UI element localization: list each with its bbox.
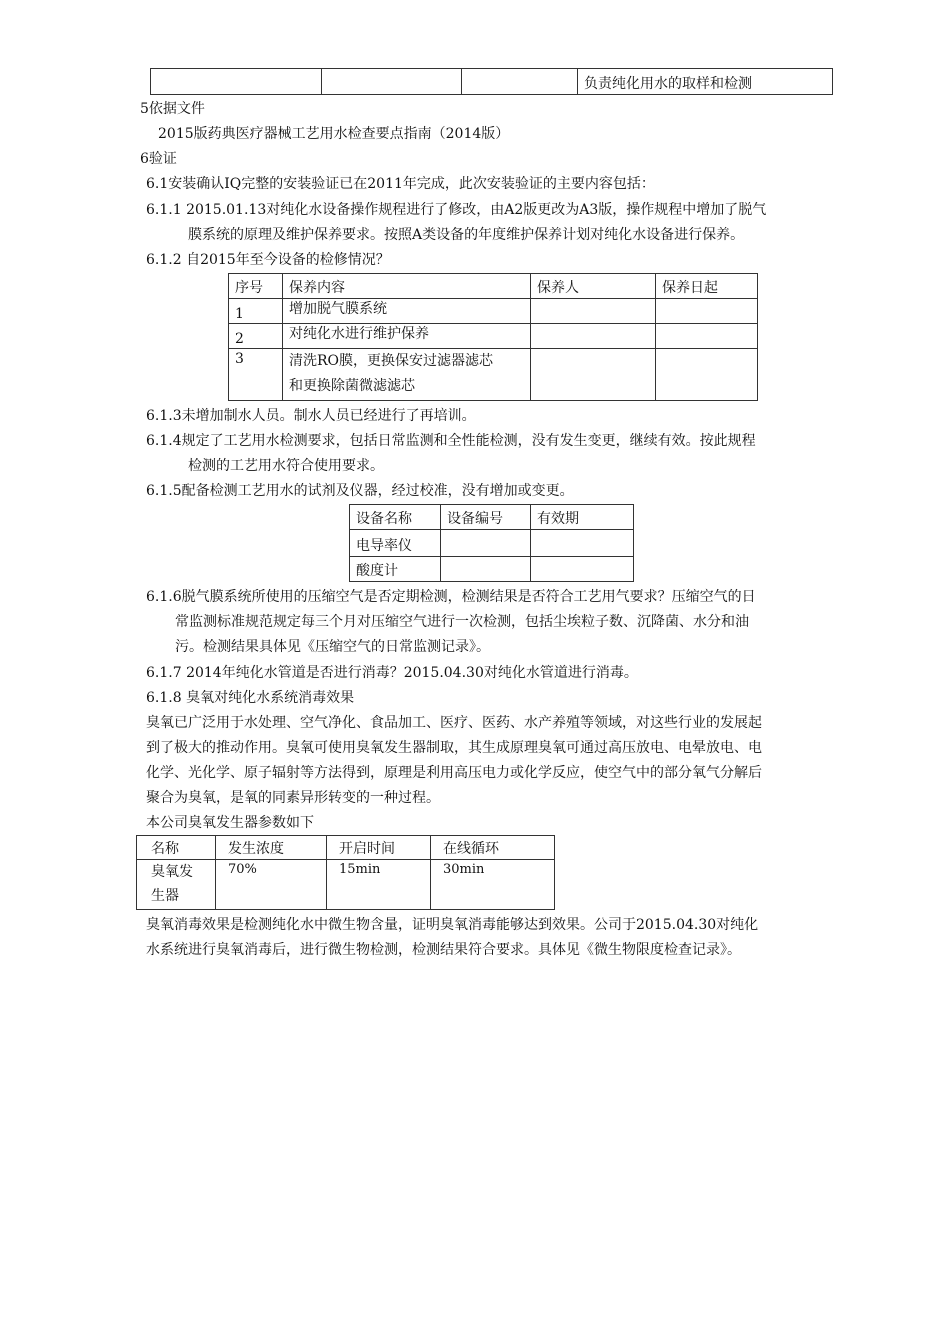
table-cell: [151, 69, 322, 95]
cell-line: 臭氧发: [151, 864, 193, 880]
para-6-1-1-line1: 6.1.1 2015.01.13对纯化水设备操作规程进行了修改，由A2版更改为A3版，操作规程中增加了脱气: [146, 202, 767, 218]
table-cell: 负责纯化用水的取样和检测: [578, 69, 833, 95]
responsibility-table: [150, 68, 833, 95]
final-para-line2: 水系统进行臭氧消毒后，进行微生物检测，检测结果符合要求。具体见《微生物限度检查记录》。: [146, 942, 741, 958]
header-cell: 设备编号: [441, 505, 531, 530]
para-6-1-3: 6.1.3未增加制水人员。制水人员已经进行了再培训。: [146, 408, 476, 424]
table-cell: 30min: [431, 860, 555, 910]
table-cell: [531, 530, 634, 557]
para-6-1-6-line3: 污。检测结果具体见《压缩空气的日常监测记录》。: [175, 639, 490, 655]
header-cell: 发生浓度: [216, 836, 327, 860]
table-cell: 15min: [327, 860, 431, 910]
table-cell: [656, 324, 758, 349]
header-cell: 开启时间: [327, 836, 431, 860]
table-cell: [531, 349, 656, 401]
table-cell: 电导率仪: [350, 530, 441, 557]
para-6-1-5: 6.1.5配备检测工艺用水的试剂及仪器，经过校准，没有增加或变更。: [146, 483, 574, 499]
para-6-1-4-line2: 检测的工艺用水符合使用要求。: [188, 458, 384, 474]
table-cell: [283, 349, 531, 401]
table-cell: 增加脱气膜系统: [283, 299, 531, 324]
section-5-title: 5依据文件: [140, 101, 205, 117]
table-cell: 3: [229, 349, 283, 401]
table-cell: [462, 69, 578, 95]
para-6-1-4-line1: 6.1.4规定了工艺用水检测要求，包括日常监测和全性能检测，没有发生变更，继续有效。按此规程: [146, 433, 756, 449]
table-cell: [531, 557, 634, 582]
para-6-1-8: 6.1.8 臭氧对纯化水系统消毒效果: [146, 690, 355, 706]
header-cell: 有效期: [531, 505, 634, 530]
header-cell: 保养内容: [283, 274, 531, 299]
ozone-para-line2: 到了极大的推动作用。臭氧可使用臭氧发生器制取，其生成原理臭氧可通过高压放电、电晕放电、电: [146, 740, 762, 756]
header-cell: 保养人: [531, 274, 656, 299]
header-cell: 名称: [137, 836, 216, 860]
cell-line: 清洗RO膜，更换保安过滤器滤芯: [289, 353, 494, 369]
final-para-line1: 臭氧消毒效果是检测纯化水中微生物含量，证明臭氧消毒能够达到效果。公司于2015.04.30对纯化: [146, 917, 759, 933]
table-cell: 1: [229, 299, 283, 324]
ozone-para-line3: 化学、光化学、原子辐射等方法得到，原理是利用高压电力或化学反应，使空气中的部分氧气分解后: [146, 765, 762, 781]
table-cell: [656, 299, 758, 324]
ozone-para-line1: 臭氧已广泛用于水处理、空气净化、食品加工、医疗、医药、水产养殖等领域，对这些行业的发展起: [146, 715, 762, 731]
equipment-table: [349, 504, 634, 582]
table-cell: 2: [229, 324, 283, 349]
para-6-1-7: 6.1.7 2014年纯化水管道是否进行消毒？2015.04.30对纯化水管道进行消毒。: [146, 665, 638, 681]
table-cell: [441, 557, 531, 582]
table-cell: 对纯化水进行维护保养: [283, 324, 531, 349]
header-cell: 设备名称: [350, 505, 441, 530]
para-6-1-1-line2: 膜系统的原理及维护保养要求。按照A类设备的年度维护保养计划对纯化水设备进行保养。: [188, 227, 745, 243]
cell-line: 生器: [151, 888, 179, 904]
table-cell: [137, 860, 216, 910]
cell-line: 和更换除菌微滤滤芯: [289, 378, 415, 394]
para-6-1-2: 6.1.2 自2015年至今设备的检修情况？: [146, 252, 390, 268]
table-cell: 70%: [216, 860, 327, 910]
maintenance-table: [228, 273, 758, 401]
section-6-title: 6验证: [140, 151, 177, 167]
table-cell: [531, 299, 656, 324]
table-cell: [531, 324, 656, 349]
para-6-1-6-line1: 6.1.6脱气膜系统所使用的压缩空气是否定期检测，检测结果是否符合工艺用气要求？压缩空气的日: [146, 589, 756, 605]
header-cell: 在线循环: [431, 836, 555, 860]
table-cell: [656, 349, 758, 401]
header-cell: 保养日起: [656, 274, 758, 299]
ozone-para-line4: 聚合为臭氧，是氧的同素异形转变的一种过程。: [146, 790, 440, 806]
reference-document: 2015版药典医疗器械工艺用水检查要点指南（2014版）: [158, 126, 510, 142]
ozone-table: [136, 835, 555, 910]
table-cell: 酸度计: [350, 557, 441, 582]
para-6-1-6-line2: 常监测标准规范规定每三个月对压缩空气进行一次检测，包括尘埃粒子数、沉降菌、水分和油: [175, 614, 749, 630]
header-cell: 序号: [229, 274, 283, 299]
table-cell: [441, 530, 531, 557]
ozone-intro: 本公司臭氧发生器参数如下: [146, 815, 314, 831]
para-6-1: 6.1安装确认IQ完整的安装验证已在2011年完成，此次安装验证的主要内容包括：: [146, 176, 655, 192]
table-cell: [322, 69, 462, 95]
